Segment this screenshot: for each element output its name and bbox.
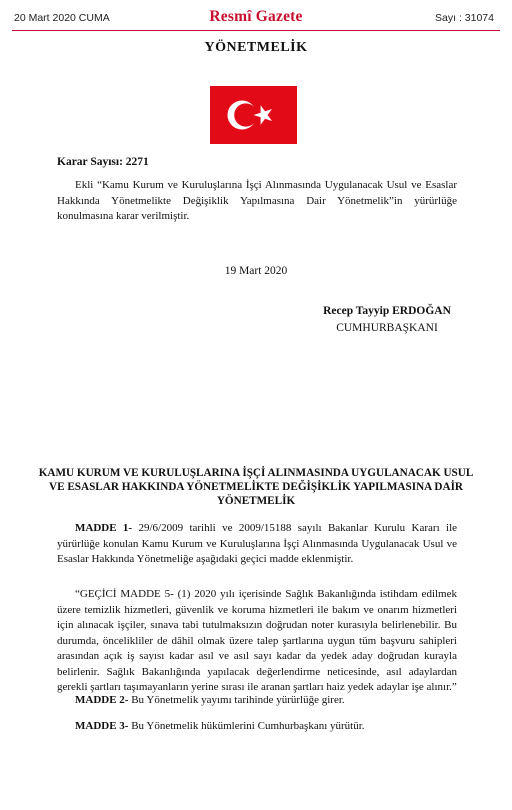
publication-title: Resmî Gazete <box>209 8 303 25</box>
header-date: 20 Mart 2020 CUMA <box>14 12 110 24</box>
decision-number: Karar Sayısı: 2271 <box>57 156 149 168</box>
issue-number: Sayı : 31074 <box>435 12 494 24</box>
gazette-header <box>0 8 512 30</box>
article-3-text: Bu Yönetmelik hükümlerini Cumhurbaşkanı yürütür. <box>128 720 365 732</box>
article-2-text: Bu Yönetmelik yayımı tarihinde yürürlüğe girer. <box>128 694 345 706</box>
signatory-name: Recep Tayyip ERDOĞAN <box>323 305 451 317</box>
decision-date: 19 Mart 2020 <box>224 265 288 277</box>
header-divider <box>12 30 500 31</box>
article-3 <box>57 719 457 735</box>
article-1-lead: MADDE 1- <box>75 522 133 534</box>
intro-paragraph: Ekli “Kamu Kurum ve Kuruluşlarına İşçi Alınmasında Uygulanacak Usul ve Esaslar Hakkında Yönetmelikte Değişiklik Yapılmasına Dair Yönetmelik”in yürürlüğe konulmasına karar verilmiştir. <box>57 179 457 222</box>
signatory-title: CUMHURBAŞKANI <box>336 322 438 334</box>
document-type-heading: YÖNETMELİK <box>204 40 308 55</box>
turkish-flag-icon <box>210 86 297 144</box>
article-2-lead: MADDE 2- <box>75 694 129 706</box>
article-3-lead: MADDE 3- <box>75 720 129 732</box>
provisional-article-text: “GEÇİCİ MADDE 5- (1) 2020 yılı içerisinde Sağlık Bakanlığında istihdam edilmek üzere temizlik hizmetleri, güvenlik ve koruma hizmetleri ile bakım ve onarım hizmetleri için alınacak işçiler, sınava tabi tutulmaksızın doğrudan noter kurasıyla belirlenebilir. Bu durumda, öncelikliler de dâhil olmak üzere talep şartlarına uygun tüm başvuru sahipleri arasından açık iş sayısı kadar asıl ve asıl sayı kadar da yedek aday doğrudan kurayla belirlenir. Sağlık Bakanlığında yapılacak değerlendirme neticesinde, asıl adaylardan gerekli şartları taşımayanların yerine sırası ile aranan şartları haiz yedek adaylar işe alınır.” <box>57 588 457 693</box>
article-1 <box>57 521 457 568</box>
provisional-article <box>57 587 457 696</box>
article-2 <box>57 693 457 709</box>
article-1-text: 29/6/2009 tarihli ve 2009/15188 sayılı Bakanlar Kurulu Kararı ile yürürlüğe konulan Kamu Kurum ve Kuruluşlarına İşçi Alınmasında Uygulanacak Usul ve Esaslar Hakkında Yönetmeliğe aşağıdaki geçici madde eklenmiştir. <box>57 522 458 565</box>
regulation-title: KAMU KURUM VE KURULUŞLARINA İŞÇİ ALINMASINDA UYGULANACAK USUL VE ESASLAR HAKKINDA YÖNETMELİKTE DEĞİŞİKLİK YAPILMASINA DAİR YÖNETMELİK <box>38 467 474 507</box>
